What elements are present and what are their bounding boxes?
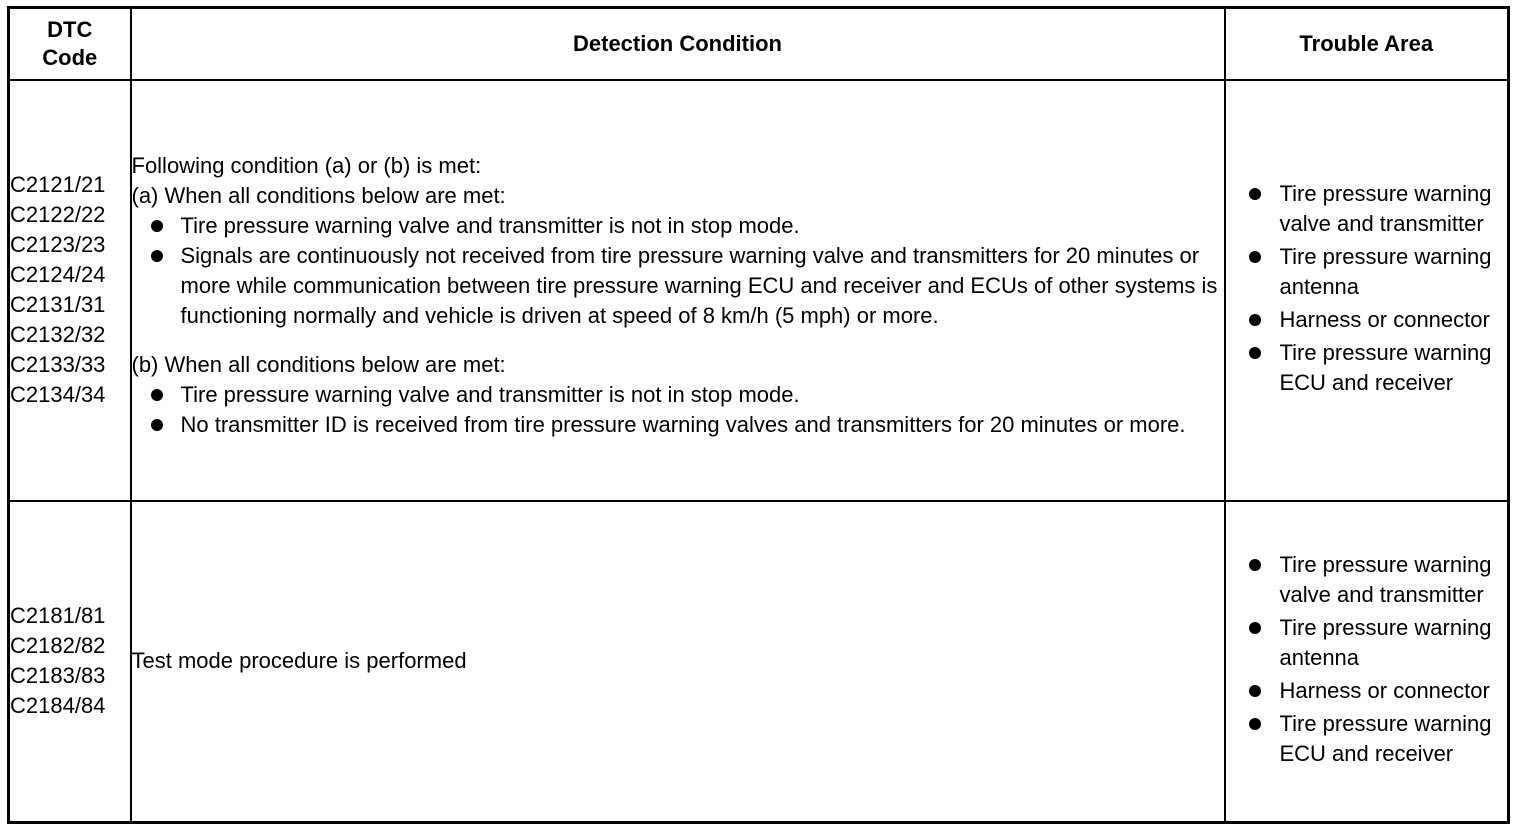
dtc-table xyxy=(7,6,1510,824)
dtc-code: C2124/24 xyxy=(10,262,106,287)
trouble-area-list xyxy=(1226,550,1508,769)
condition-intro: Following condition (a) or (b) is met: xyxy=(131,152,482,178)
trouble-area-cell xyxy=(1225,80,1509,501)
header-trouble-area: Trouble Area xyxy=(1225,8,1509,80)
detection-condition-cell xyxy=(131,501,1225,823)
detection-condition-cell xyxy=(131,80,1225,501)
trouble-area-item: Tire pressure warning valve and transmitter xyxy=(1280,550,1508,610)
trouble-area-item: Tire pressure warning antenna xyxy=(1280,242,1508,302)
dtc-code: C2123/23 xyxy=(10,232,106,257)
condition-text: Test mode procedure is performed xyxy=(131,648,467,674)
condition-b-heading: (b) When all conditions below are met: xyxy=(131,351,506,377)
dtc-code: C2134/34 xyxy=(10,382,106,407)
dtc-code: C2131/31 xyxy=(10,292,106,317)
trouble-area-item: Tire pressure warning antenna xyxy=(1280,613,1508,673)
trouble-area-item: Harness or connector xyxy=(1280,305,1508,335)
condition-a-bullet: Tire pressure warning valve and transmitter is not in stop mode. xyxy=(181,211,1224,241)
dtc-code-cell xyxy=(9,80,131,501)
trouble-area-item: Tire pressure warning valve and transmitter xyxy=(1280,179,1508,239)
condition-a-heading: (a) When all conditions below are met: xyxy=(131,182,506,208)
dtc-code: C2182/82 xyxy=(10,633,106,659)
dtc-code: C2184/84 xyxy=(10,693,106,719)
dtc-code: C2121/21 xyxy=(10,172,106,197)
condition-b-bullet: Tire pressure warning valve and transmitter is not in stop mode. xyxy=(181,380,1224,410)
header-dtc-code: DTC Code xyxy=(9,8,131,80)
condition-b-bullet: No transmitter ID is received from tire pressure warning valves and transmitters for 20 minutes or more. xyxy=(181,410,1224,440)
table-header-row xyxy=(9,8,1509,80)
table-row xyxy=(9,80,1509,501)
dtc-code-cell xyxy=(9,501,131,823)
header-detection-condition: Detection Condition xyxy=(131,8,1225,80)
condition-a-bullet: Signals are continuously not received from tire pressure warning valve and transmitters for 20 minutes or more while communication between tire pressure warning ECU and receiver and ECUs of other systems is functioning normally and vehicle is driven at speed of 8 km/h (5 mph) or more. xyxy=(181,241,1224,331)
trouble-area-item: Harness or connector xyxy=(1280,676,1508,706)
dtc-code: C2133/33 xyxy=(10,352,106,377)
trouble-area-item: Tire pressure warning ECU and receiver xyxy=(1280,709,1508,769)
table-row xyxy=(9,501,1509,823)
trouble-area-item: Tire pressure warning ECU and receiver xyxy=(1280,338,1508,398)
dtc-code: C2132/32 xyxy=(10,322,106,347)
condition-b-list xyxy=(132,380,1224,440)
dtc-code: C2181/81 xyxy=(10,603,106,629)
condition-a-list xyxy=(132,211,1224,331)
trouble-area-list xyxy=(1226,179,1508,398)
trouble-area-cell xyxy=(1225,501,1509,823)
dtc-code: C2183/83 xyxy=(10,663,106,689)
dtc-code: C2122/22 xyxy=(10,202,106,227)
